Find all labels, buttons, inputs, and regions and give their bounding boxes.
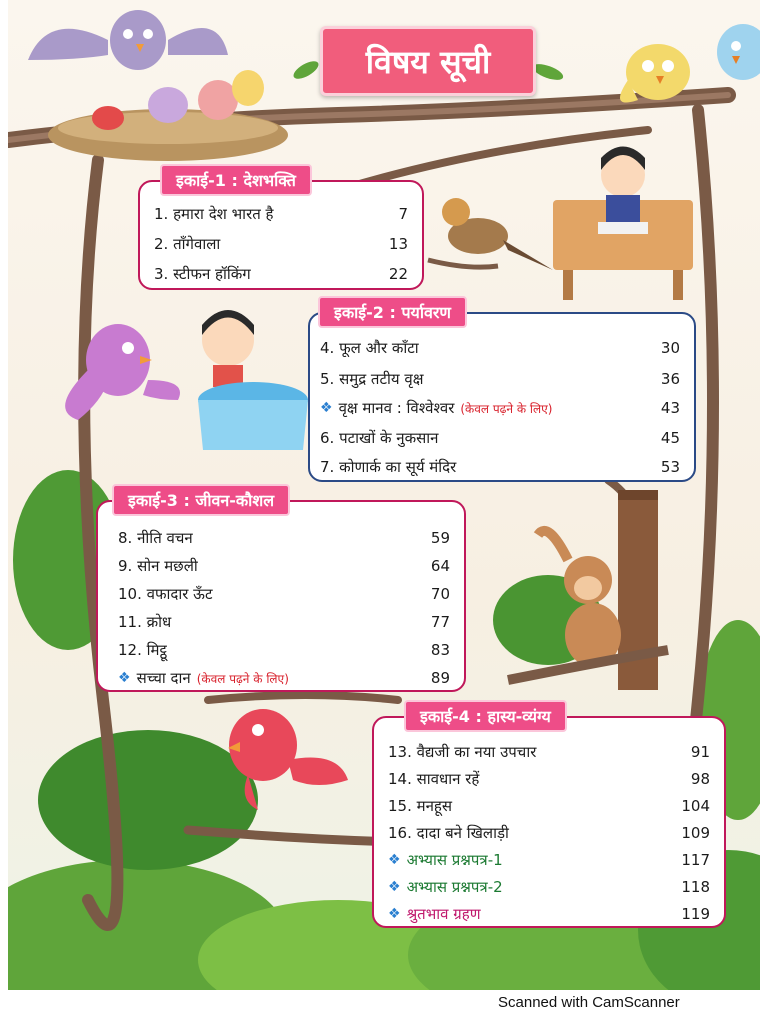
- item-number: 2.: [154, 235, 169, 253]
- bird-icon: [428, 198, 553, 270]
- diamond-bullet-icon: ❖: [320, 400, 333, 416]
- unit-4-list: [372, 716, 726, 928]
- list-item[interactable]: [388, 738, 724, 766]
- list-item[interactable]: [320, 365, 694, 393]
- item-number: 15.: [388, 797, 412, 815]
- item-page: 89: [430, 669, 450, 687]
- diamond-bullet-icon: ❖: [388, 906, 401, 922]
- item-page: 13: [388, 235, 408, 253]
- list-item[interactable]: [388, 792, 724, 820]
- list-item[interactable]: [154, 200, 422, 228]
- item-number: 4.: [320, 339, 335, 357]
- item-title: क्रोध: [146, 613, 172, 631]
- item-page: 77: [430, 613, 450, 631]
- item-page: 70: [430, 585, 450, 603]
- item-title: वफादार ऊँट: [146, 585, 213, 603]
- item-title: अभ्यास प्रश्नपत्र-2: [406, 878, 503, 896]
- scanner-watermark: Scanned with CamScanner: [498, 994, 680, 1011]
- list-item[interactable]: [118, 608, 464, 636]
- book-page: [8, 0, 760, 990]
- item-title: फूल और काँटा: [339, 339, 419, 357]
- item-page: 30: [660, 339, 680, 357]
- item-number: 6.: [320, 429, 335, 447]
- item-title: हमारा देश भारत है: [173, 205, 274, 223]
- item-note: (केवल पढ़ने के लिए): [196, 671, 289, 686]
- list-item[interactable]: [154, 230, 422, 258]
- item-number: 12.: [118, 641, 142, 659]
- item-title: स्टीफन हॉकिंग: [173, 265, 251, 283]
- item-page: 7: [398, 205, 408, 223]
- diamond-bullet-icon: ❖: [388, 879, 401, 895]
- list-item[interactable]: [388, 765, 724, 793]
- list-item[interactable]: [388, 873, 724, 901]
- list-item[interactable]: [154, 260, 422, 288]
- unit-3-label: इकाई-3 : जीवन-कौशल: [112, 484, 290, 516]
- list-item[interactable]: [388, 846, 724, 874]
- item-page: 53: [660, 458, 680, 476]
- item-title: सच्चा दान: [136, 669, 191, 687]
- unit-1-list: [138, 180, 424, 290]
- item-title: सावधान रहें: [416, 770, 480, 788]
- list-item[interactable]: [118, 552, 464, 580]
- item-page: 104: [681, 797, 710, 815]
- item-number: 11.: [118, 613, 142, 631]
- item-title: अभ्यास प्रश्नपत्र-1: [406, 851, 503, 869]
- girl-reading-icon: [553, 147, 693, 301]
- boy-eating-icon: [198, 310, 308, 450]
- unit-2-label: इकाई-2 : पर्यावरण: [318, 296, 467, 328]
- diamond-bullet-icon: ❖: [388, 852, 401, 868]
- item-number: 1.: [154, 205, 169, 223]
- item-page: 45: [660, 429, 680, 447]
- list-item[interactable]: [320, 394, 694, 422]
- item-title: कोणार्क का सूर्य मंदिर: [339, 458, 457, 476]
- item-page: 43: [660, 399, 680, 417]
- item-page: 117: [681, 851, 710, 869]
- item-number: 3.: [154, 265, 169, 283]
- unit-4-label: इकाई-4 : हास्य-व्यंग्य: [404, 700, 567, 732]
- item-number: 9.: [118, 557, 133, 575]
- item-page: 64: [430, 557, 450, 575]
- bird-icon: [228, 709, 348, 810]
- item-page: 118: [681, 878, 710, 896]
- item-number: 14.: [388, 770, 412, 788]
- list-item[interactable]: [118, 664, 464, 692]
- page-title-text: विषय सूची: [365, 42, 491, 81]
- item-number: 16.: [388, 824, 412, 842]
- item-page: 91: [690, 743, 710, 761]
- item-title: नीति वचन: [137, 529, 193, 547]
- list-item[interactable]: [388, 819, 724, 847]
- item-page: 22: [388, 265, 408, 283]
- list-item[interactable]: [320, 453, 694, 481]
- item-title: श्रुतभाव ग्रहण: [406, 905, 481, 923]
- item-page: 119: [681, 905, 710, 923]
- item-title: पटाखों के नुकसान: [339, 429, 439, 447]
- item-title: ताँगेवाला: [173, 235, 221, 253]
- item-title: वैद्यजी का नया उपचार: [416, 743, 537, 761]
- item-page: 98: [690, 770, 710, 788]
- unit-1-label: इकाई-1 : देशभक्ति: [160, 164, 312, 196]
- list-item[interactable]: [320, 334, 694, 362]
- bird-icon: [717, 24, 760, 80]
- item-note: (केवल पढ़ने के लिए): [460, 401, 553, 416]
- page-title: [320, 26, 536, 96]
- item-title: समुद्र तटीय वृक्ष: [339, 370, 424, 388]
- diamond-bullet-icon: ❖: [118, 670, 131, 686]
- item-number: 5.: [320, 370, 335, 388]
- item-page: 109: [681, 824, 710, 842]
- item-number: 8.: [118, 529, 133, 547]
- item-title: सोन मछली: [137, 557, 198, 575]
- item-title: मनहूस: [416, 797, 453, 815]
- unit-3-list: [96, 500, 466, 692]
- item-title: दादा बने खिलाड़ी: [416, 824, 509, 842]
- list-item[interactable]: [320, 424, 694, 452]
- item-number: 10.: [118, 585, 142, 603]
- item-number: 13.: [388, 743, 412, 761]
- list-item[interactable]: [118, 524, 464, 552]
- list-item[interactable]: [118, 636, 464, 664]
- item-page: 36: [660, 370, 680, 388]
- unit-2-list: [308, 312, 696, 482]
- item-title: वृक्ष मानव : विश्वेश्वर: [338, 399, 455, 417]
- list-item[interactable]: [118, 580, 464, 608]
- item-title: मिट्ठू: [146, 641, 167, 659]
- item-number: 7.: [320, 458, 335, 476]
- list-item[interactable]: [388, 900, 724, 928]
- item-page: 59: [430, 529, 450, 547]
- item-page: 83: [430, 641, 450, 659]
